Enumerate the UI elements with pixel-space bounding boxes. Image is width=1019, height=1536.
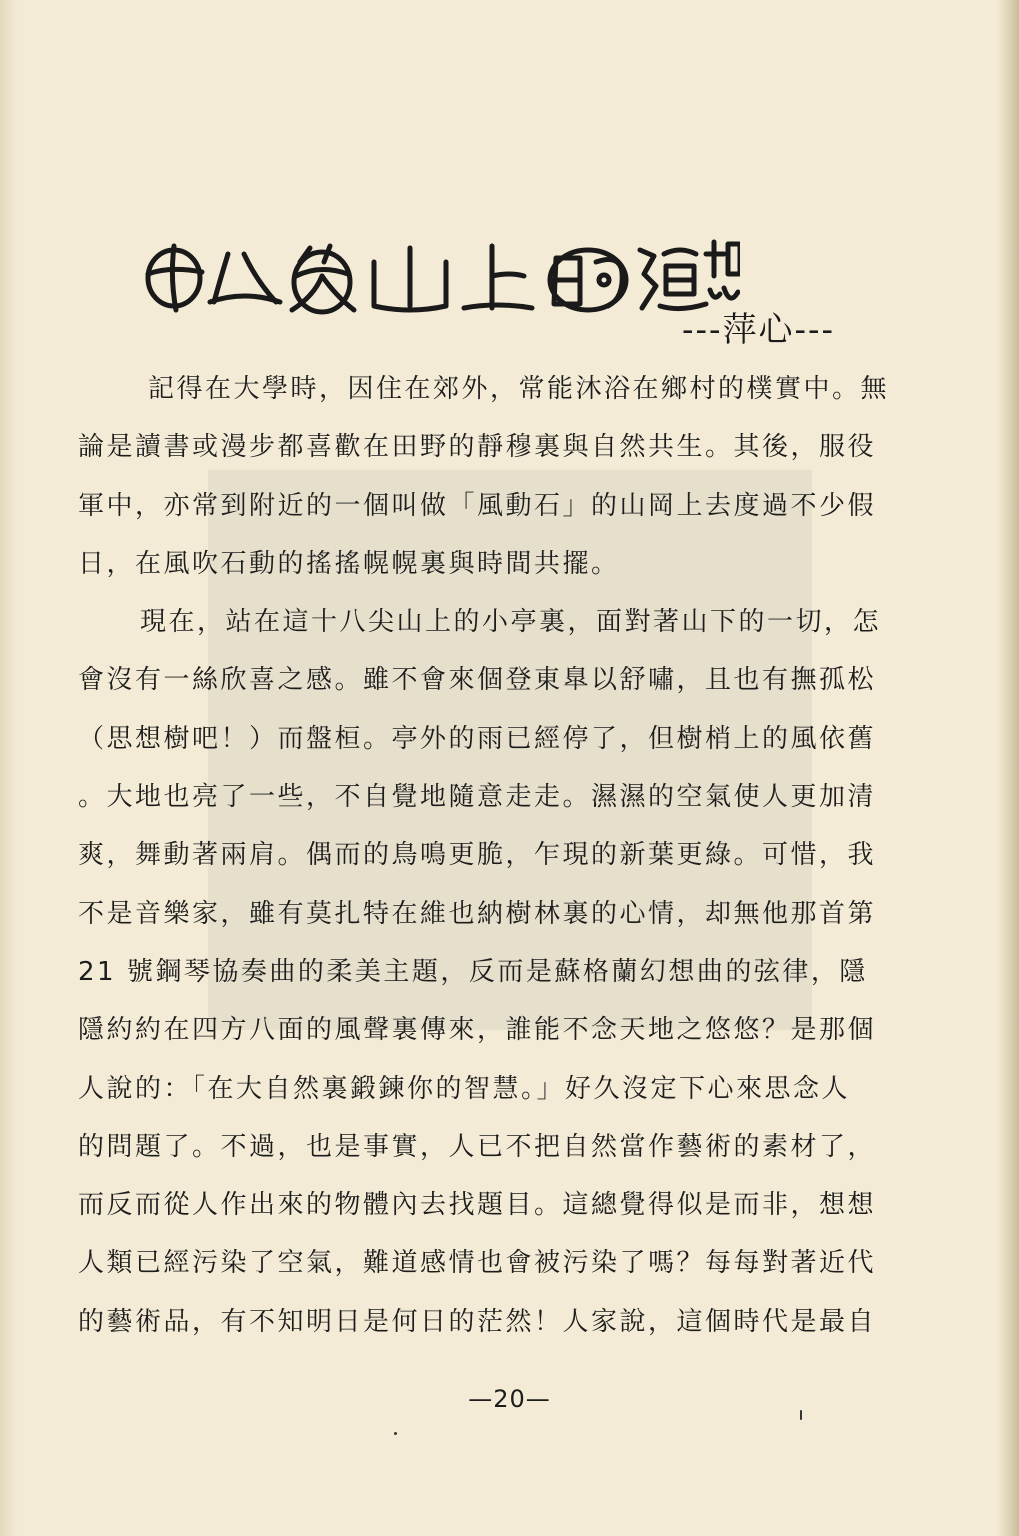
page-shadow	[0, 0, 18, 1536]
title-artwork	[140, 232, 740, 322]
text-line: 論是讀書或漫步都喜歡在田野的靜穆裏與自然共生。其後，服役	[78, 432, 877, 463]
author-signature: ---萍心---	[682, 310, 835, 350]
paragraph-2	[78, 593, 930, 1351]
text-line: 隱約約在四方八面的風聲裏傳來，誰能不念天地之悠悠？是那個	[78, 1015, 877, 1046]
text-line: （思想樹吧！）而盤桓。亭外的雨已經停了，但樹梢上的風依舊	[78, 723, 877, 754]
text-line: 爽，舞動著兩肩。偶而的鳥鳴更脆，乍現的新葉更綠。可惜，我	[78, 840, 877, 871]
text-line: 。大地也亮了一些，不自覺地隨意走走。濕濕的空氣使人更加清	[78, 782, 877, 813]
text-line: 的藝術品，有不知明日是何日的茫然！人家說，這個時代是最自	[78, 1306, 877, 1337]
ink-speck	[394, 1432, 397, 1435]
page-edge	[997, 0, 1019, 1536]
text-line: 不是音樂家，雖有莫扎特在維也納樹林裏的心情，却無他那首第	[78, 898, 877, 929]
text-line: 21 號鋼琴協奏曲的柔美主題，反而是蘇格蘭幻想曲的弦律，隱	[78, 956, 868, 987]
ink-speck	[800, 1410, 802, 1420]
text-line: 而反而從人作出來的物體內去找題目。這總覺得似是而非，想想	[78, 1190, 877, 1221]
page-number: —20—	[468, 1385, 551, 1413]
text-line: 現在，站在這十八尖山上的小亭裏，面對著山下的一切，怎	[140, 607, 882, 638]
text-line: 日，在風吹石動的搖搖幌幌裏與時間共擺。	[78, 548, 620, 579]
text-line: 人類已經污染了空氣，難道感情也會被污染了嗎？每每對著近代	[78, 1248, 877, 1279]
text-line: 軍中，亦常到附近的一個叫做「風動石」的山岡上去度過不少假	[78, 490, 877, 521]
paragraph-1	[78, 360, 930, 593]
text-line: 記得在大學時，因住在郊外，常能沐浴在鄉村的樸實中。無	[148, 374, 890, 404]
article-body	[78, 360, 930, 1351]
text-line: 的問題了。不過，也是事實，人已不把自然當作藝術的素材了，	[78, 1131, 877, 1162]
text-line: 會沒有一絲欣喜之感。雖不會來個登東臯以舒嘯，且也有撫孤松	[78, 665, 877, 696]
text-line: 人說的：「在大自然裏鍛鍊你的智慧。」好久沒定下心來思念人	[78, 1073, 851, 1104]
